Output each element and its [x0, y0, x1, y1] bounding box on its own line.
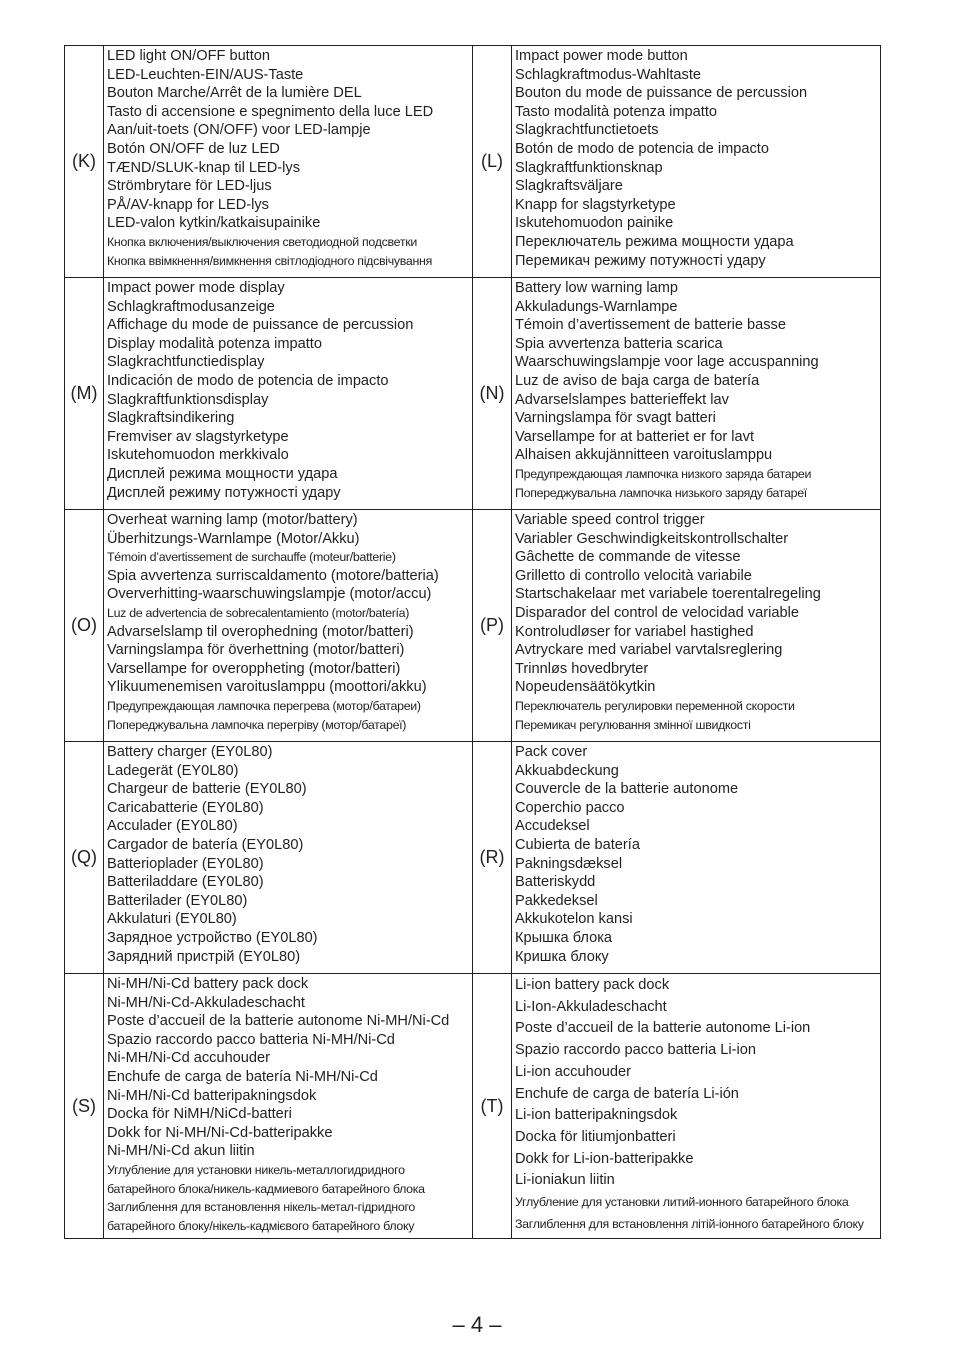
description-line: LED-Leuchten-EIN/AUS-Taste	[107, 66, 304, 83]
description-line: Knapp for slagstyrketype	[515, 196, 676, 213]
description-line: Перемикач регулювання змінної швидкості	[515, 717, 751, 732]
part-description	[512, 278, 881, 510]
description-line: Batterioplader (EY0L80)	[107, 855, 264, 872]
description-line: Ni-MH/Ni-Cd battery pack dock	[107, 976, 309, 992]
description-line: Aan/uit-toets (ON/OFF) voor LED-lampje	[107, 122, 371, 139]
description-line: Spazio raccordo pacco batteria Li-ion	[515, 1042, 756, 1059]
description-line: Предупреждающая лампочка низкого заряда батареи	[515, 466, 812, 481]
part-label: (R)	[473, 742, 512, 974]
description-line: Überhitzungs-Warnlampe (Motor/Akku)	[107, 530, 360, 547]
description-line: Ni-MH/Ni-Cd-Akkuladeschacht	[107, 994, 305, 1011]
description-line: Spia avvertenza batteria scarica	[515, 335, 723, 352]
description-line: Fremviser av slagstyrketype	[107, 428, 289, 445]
description-line: Enchufe de carga de batería Li-ión	[515, 1085, 739, 1102]
description-line: Bouton Marche/Arrêt de la lumière DEL	[107, 85, 362, 102]
description-line: Попереджувальна лампочка перегріву (мотор/батареї)	[107, 717, 407, 732]
description-line: Pakkedeksel	[515, 892, 598, 909]
description-line: Display modalità potenza impatto	[107, 335, 322, 352]
description-line: Slagkraftfunktionsdisplay	[107, 391, 269, 408]
description-line: Iskutehomuodon painike	[515, 215, 674, 232]
description-line: Affichage du mode de puissance de percussion	[107, 317, 414, 334]
description-line: Botón de modo de potencia de impacto	[515, 140, 769, 157]
description-line: Advarselslampes batterieffekt lav	[515, 391, 729, 408]
description-line: Spia avvertenza surriscaldamento (motore/batteria)	[107, 567, 439, 584]
description-line: Enchufe de carga de batería Ni-MH/Ni-Cd	[107, 1068, 378, 1085]
table-row	[65, 742, 881, 974]
description-line: Startschakelaar met variabele toerentalregeling	[515, 586, 821, 603]
description-line: Tasto di accensione e spegnimento della luce LED	[107, 103, 434, 120]
description-line: Переключатель регулировки переменной скорости	[515, 698, 795, 713]
part-description	[104, 510, 473, 742]
description-line: Перемикач режиму потужності удару	[515, 252, 766, 269]
description-line: Overheat warning lamp (motor/battery)	[107, 512, 358, 528]
parts-description-table	[64, 45, 881, 1239]
description-line: Varningslampa för svagt batteri	[515, 410, 716, 427]
description-line: Strömbrytare för LED-ljus	[107, 178, 272, 195]
description-line: Schlagkraftmodusanzeige	[107, 298, 275, 315]
description-line: Varsellampe for overoppheting (motor/batteri)	[107, 660, 401, 677]
description-line: Témoin d’avertissement de surchauffe (moteur/batterie)	[107, 550, 396, 565]
description-line: Avtryckare med variabel varvtalsreglering	[515, 642, 783, 659]
description-line: Témoin d’avertissement de batterie basse	[515, 317, 786, 334]
description-line: LED-valon kytkin/katkaisupainike	[107, 215, 321, 232]
description-line: Переключатель режима мощности удара	[515, 233, 794, 250]
description-line: Luz de advertencia de sobrecalentamiento (motor/batería)	[107, 605, 410, 620]
description-line: батарейного блока/никель-кадмиевого батарейного блока	[107, 1181, 425, 1196]
part-description	[512, 46, 881, 278]
part-label: (P)	[473, 510, 512, 742]
description-line: Waarschuwingslampje voor lage accuspanning	[515, 354, 819, 371]
description-line: Gâchette de commande de vitesse	[515, 549, 741, 566]
description-line: Li-ion battery pack dock	[515, 977, 670, 993]
description-line: Batteriladdare (EY0L80)	[107, 874, 264, 891]
description-line: Зарядное устройство (EY0L80)	[107, 929, 318, 946]
description-line: Couvercle de la batterie autonome	[515, 781, 739, 798]
description-line: Dokk for Ni-MH/Ni-Cd-batteripakke	[107, 1124, 333, 1141]
description-line: Akkulaturi (EY0L80)	[107, 911, 237, 928]
part-description	[512, 974, 881, 1239]
description-line: Cargador de batería (EY0L80)	[107, 836, 304, 853]
description-line: Ni-MH/Ni-Cd accuhouder	[107, 1050, 271, 1067]
part-label: (O)	[65, 510, 104, 742]
description-line: Заглиблення для встановлення літій-іонного батарейного блоку	[515, 1216, 864, 1231]
table-row	[65, 974, 881, 1239]
description-line: Schlagkraftmodus-Wahltaste	[515, 66, 702, 83]
description-line: Battery low warning lamp	[515, 280, 679, 296]
description-line: Tasto modalità potenza impatto	[515, 103, 717, 120]
description-line: Batteriskydd	[515, 874, 596, 891]
part-label: (Q)	[65, 742, 104, 974]
description-line: Disparador del control de velocidad variable	[515, 604, 799, 621]
description-line: Alhaisen akkujännitteen varoituslamppu	[515, 447, 773, 464]
description-line: Углубление для установки никель-металлогидридного	[107, 1162, 405, 1177]
description-line: Akkuabdeckung	[515, 762, 619, 779]
description-line: Li-Ion-Akkuladeschacht	[515, 998, 667, 1015]
description-line: Ylikuumenemisen varoituslamppu (moottori/akku)	[107, 679, 427, 696]
part-description	[104, 974, 473, 1239]
description-line: Akkuladungs-Warnlampe	[515, 298, 678, 315]
description-line: PÅ/AV-knapp for LED-lys	[107, 196, 269, 213]
description-line: Impact power mode display	[107, 280, 285, 296]
description-line: Iskutehomuodon merkkivalo	[107, 447, 289, 464]
description-line: Accudeksel	[515, 818, 590, 835]
description-line: Зарядний пристрій (EY0L80)	[107, 948, 301, 965]
table-body	[65, 46, 881, 1239]
description-line: батарейного блоку/нікель-кадмієвого батарейного блоку	[107, 1218, 415, 1233]
description-line: Slagkraftfunktionsknap	[515, 159, 663, 176]
part-label: (M)	[65, 278, 104, 510]
description-line: Poste d’accueil de la batterie autonome Li-ion	[515, 1020, 811, 1037]
description-line: Заглиблення для встановлення нікель-метал-гідридного	[107, 1200, 415, 1215]
part-description	[104, 742, 473, 974]
page-number: – 4 –	[452, 1312, 502, 1337]
description-line: Dokk for Li-ion-batteripakke	[515, 1150, 694, 1167]
description-line: Acculader (EY0L80)	[107, 818, 238, 835]
description-line: Ni-MH/Ni-Cd batteripakningsdok	[107, 1087, 317, 1104]
part-description	[512, 742, 881, 974]
description-line: Предупреждающая лампочка перегрева (мотор/батареи)	[107, 698, 421, 713]
description-line: Nopeudensäätökytkin	[515, 679, 656, 696]
description-line: Spazio raccordo pacco batteria Ni-MH/Ni-Cd	[107, 1031, 395, 1048]
description-line: Poste d’accueil de la batterie autonome Ni-MH/Ni-Cd	[107, 1013, 450, 1030]
description-line: Varningslampa för överhettning (motor/batteri)	[107, 642, 405, 659]
table-row	[65, 510, 881, 742]
description-line: Coperchio pacco	[515, 799, 625, 816]
description-line: Кнопка ввімкнення/вимкнення світлодіодного підсвічування	[107, 253, 433, 268]
part-label: (K)	[65, 46, 104, 278]
description-line: Caricabatterie (EY0L80)	[107, 799, 264, 816]
description-line: Varsellampe for at batteriet er for lavt	[515, 428, 755, 445]
description-line: Кнопка включения/выключения светодиодной подсветки	[107, 234, 417, 249]
description-line: Дисплей режиму потужності удару	[107, 484, 341, 501]
description-line: Li-ioniakun liitin	[515, 1172, 615, 1189]
part-label: (T)	[473, 974, 512, 1239]
description-line: Slagkrachtfunctiedisplay	[107, 354, 265, 371]
description-line: Slagkraftsindikering	[107, 410, 235, 427]
description-line: Battery charger (EY0L80)	[107, 744, 273, 760]
description-line: Pack cover	[515, 744, 588, 760]
description-line: Kontroludløser for variabel hastighed	[515, 623, 754, 640]
description-line: Ladegerät (EY0L80)	[107, 762, 239, 779]
table-row	[65, 278, 881, 510]
description-line: Pakningsdæksel	[515, 855, 623, 872]
part-description	[104, 278, 473, 510]
description-line: Дисплей режима мощности удара	[107, 465, 338, 482]
description-line: Li-ion accuhouder	[515, 1063, 632, 1080]
part-label: (S)	[65, 974, 104, 1239]
description-line: Slagkraftsväljare	[515, 178, 623, 195]
description-line: Luz de aviso de baja carga de batería	[515, 372, 760, 389]
description-line: TÆND/SLUK-knap til LED-lys	[107, 159, 301, 176]
description-line: Variabler Geschwindigkeitskontrollschalter	[515, 530, 789, 547]
description-line: Ni-MH/Ni-Cd akun liitin	[107, 1143, 255, 1160]
description-line: Кришка блоку	[515, 948, 609, 965]
description-line: Akkukotelon kansi	[515, 911, 633, 928]
table-row	[65, 46, 881, 278]
description-line: LED light ON/OFF button	[107, 48, 271, 64]
description-line: Cubierta de batería	[515, 836, 640, 853]
part-description	[512, 510, 881, 742]
description-line: Indicación de modo de potencia de impacto	[107, 372, 389, 389]
description-line: Oververhitting-waarschuwingslampje (motor/accu)	[107, 586, 432, 603]
description-line: Углубление для установки литий-ионного батарейного блока	[515, 1195, 849, 1210]
description-line: Li-ion batteripakningsdok	[515, 1107, 678, 1124]
description-line: Botón ON/OFF de luz LED	[107, 140, 280, 157]
description-line: Variable speed control trigger	[515, 512, 705, 528]
description-line: Batterilader (EY0L80)	[107, 892, 248, 909]
part-description	[104, 46, 473, 278]
description-line: Попереджувальна лампочка низького заряду батареї	[515, 485, 807, 500]
description-line: Крышка блока	[515, 929, 613, 946]
description-line: Chargeur de batterie (EY0L80)	[107, 781, 307, 798]
description-line: Docka för litiumjonbatteri	[515, 1128, 676, 1145]
description-line: Grilletto di controllo velocità variabile	[515, 567, 752, 584]
description-line: Docka för NiMH/NiCd-batteri	[107, 1106, 292, 1123]
part-label: (L)	[473, 46, 512, 278]
description-line: Advarselslamp til overophedning (motor/batteri)	[107, 623, 414, 640]
description-line: Impact power mode button	[515, 48, 688, 64]
description-line: Bouton du mode de puissance de percussion	[515, 85, 808, 102]
description-line: Trinnløs hovedbryter	[515, 660, 649, 677]
part-label: (N)	[473, 278, 512, 510]
description-line: Slagkrachtfunctietoets	[515, 122, 659, 139]
